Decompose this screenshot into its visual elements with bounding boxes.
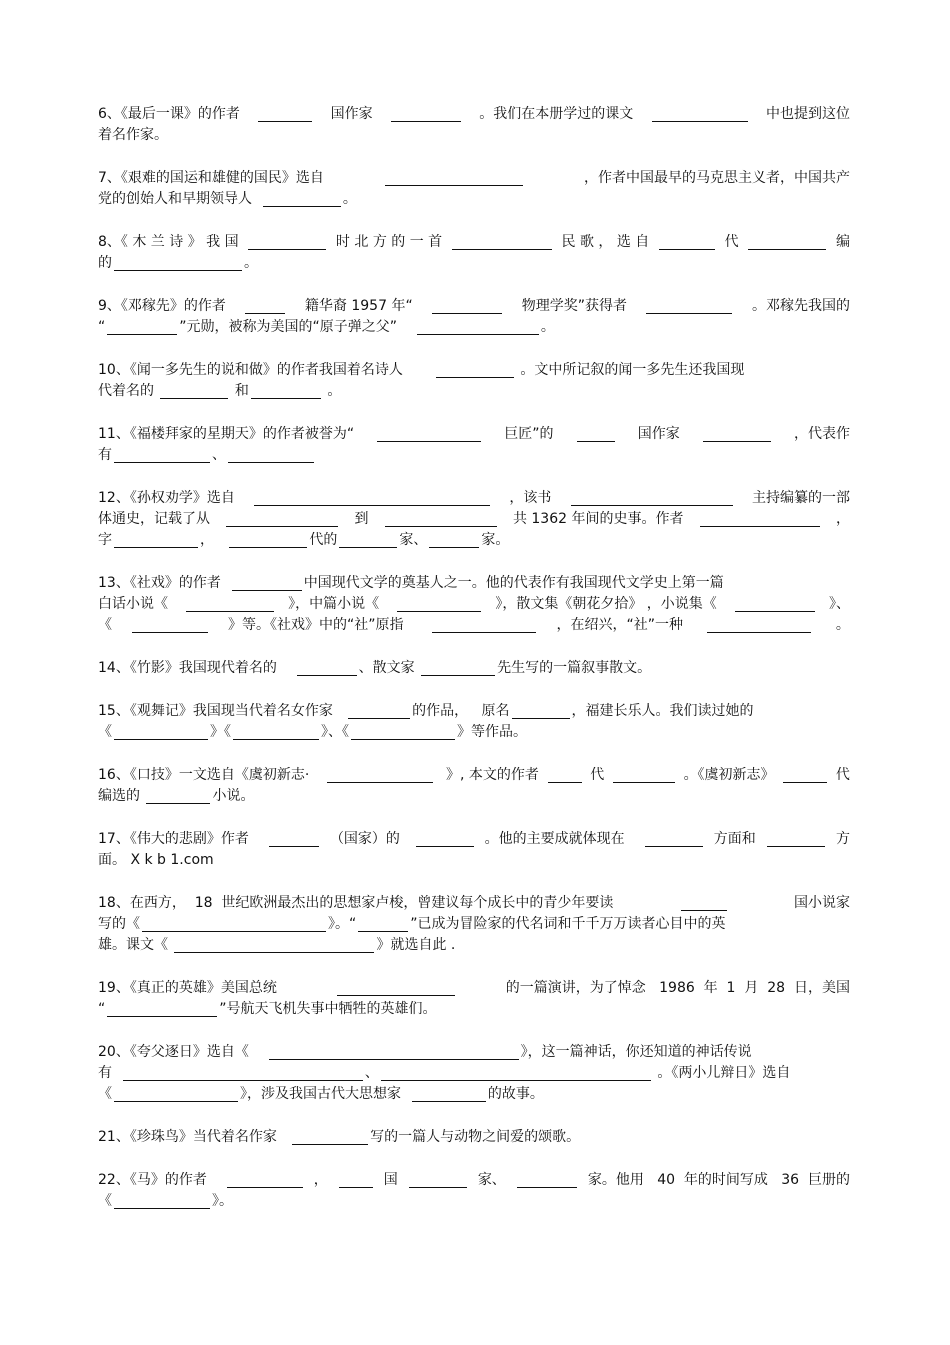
answer-blank[interactable] — [227, 1172, 303, 1188]
question-line — [98, 615, 850, 636]
question-text: 主持编纂的一部 — [751, 490, 850, 506]
question-text: 代的 — [309, 532, 338, 548]
answer-blank[interactable] — [258, 106, 312, 122]
question-text: 。文中所记叙的闻一多先生还我国现 — [515, 362, 745, 378]
answer-blank[interactable] — [263, 191, 341, 207]
question-text: 》, 本文的作者 — [441, 767, 539, 783]
question-text: 的 — [98, 255, 112, 271]
answer-blank[interactable] — [269, 1044, 519, 1060]
answer-blank[interactable] — [132, 617, 208, 633]
answer-blank[interactable] — [512, 703, 570, 719]
question-line — [98, 1084, 850, 1105]
answer-blank[interactable] — [228, 447, 314, 463]
question-text: ，作者中国最早的马克思主义者，中国共产 — [584, 170, 850, 186]
answer-blank[interactable] — [114, 447, 210, 463]
question-text: ，在绍兴，“社”一种 — [556, 617, 688, 633]
answer-blank[interactable] — [432, 298, 502, 314]
worksheet-page — [98, 104, 850, 1234]
question-text: 14、《竹影》我国现代着名的 — [98, 660, 295, 676]
question-text: 》，这一篇神话，你还知道的神话传说 — [520, 1044, 752, 1060]
answer-blank[interactable] — [142, 916, 326, 932]
question-line — [98, 317, 850, 338]
question-line — [98, 701, 850, 722]
question-text: 》等。《社戏》中的“社”原指 — [228, 617, 413, 633]
question-text: 编选的 — [98, 788, 145, 804]
answer-blank[interactable] — [146, 788, 210, 804]
answer-blank[interactable] — [339, 1172, 373, 1188]
question-line — [98, 594, 850, 615]
question-line — [98, 1042, 850, 1063]
question-text: 》。“ — [328, 916, 357, 932]
answer-blank[interactable] — [681, 895, 727, 911]
answer-blank[interactable] — [251, 383, 321, 399]
question-text: 写的一篇人与动物之间爱的颂歌。 — [370, 1129, 581, 1145]
answer-blank[interactable] — [645, 831, 703, 847]
answer-blank[interactable] — [348, 703, 410, 719]
question-text: 国小说家 — [794, 895, 850, 911]
answer-blank[interactable] — [358, 916, 408, 932]
answer-blank[interactable] — [107, 319, 177, 335]
question-line — [98, 445, 850, 466]
answer-blank[interactable] — [397, 596, 481, 612]
answer-blank[interactable] — [107, 1001, 217, 1017]
question-text: 16、《口技》一文选自《虞初新志· — [98, 767, 319, 783]
question-text: 《 — [98, 617, 112, 633]
question-text: 写的《 — [98, 916, 140, 932]
answer-blank[interactable] — [232, 575, 302, 591]
question-text: ，福建长乐人。我们读过她的 — [571, 703, 754, 719]
question-text: 国作家 — [637, 426, 680, 442]
question-line — [98, 1191, 850, 1212]
question-text: 中也提到这位 — [765, 106, 850, 122]
question-line — [98, 488, 850, 509]
question-q8 — [98, 232, 850, 274]
question-text: 面。 X k b 1.com — [98, 852, 214, 868]
answer-blank[interactable] — [385, 511, 497, 527]
question-q13 — [98, 573, 850, 636]
question-q18 — [98, 893, 850, 956]
question-text: 雄。课文《 — [98, 937, 173, 953]
question-q15 — [98, 701, 850, 743]
question-text: 中国现代文学的奠基人之一。他的代表作有我国现代文学史上第一篇 — [303, 575, 724, 591]
question-line — [98, 829, 850, 850]
answer-blank[interactable] — [703, 426, 771, 442]
answer-blank[interactable] — [233, 724, 319, 740]
question-text: 》、 — [828, 596, 850, 612]
question-q12 — [98, 488, 850, 551]
answer-blank[interactable] — [337, 980, 455, 996]
question-text: 方面和 — [713, 831, 756, 847]
question-text: 7、《艰难的国运和雄健的国民》选自 — [98, 170, 324, 186]
question-text: 的作品， 原名 — [412, 703, 510, 719]
question-text: 《 — [98, 1193, 112, 1209]
question-text: 17、《伟大的悲剧》作者 — [98, 831, 258, 847]
answer-blank[interactable] — [229, 532, 307, 548]
question-text: 代 — [590, 767, 605, 783]
question-line — [98, 1127, 850, 1148]
question-q21 — [98, 1127, 850, 1148]
question-text: 白话小说《 — [98, 596, 173, 612]
answer-blank[interactable] — [432, 617, 536, 633]
answer-blank[interactable] — [269, 831, 319, 847]
question-text: 着名作家。 — [98, 127, 168, 143]
question-text: 民 歌 ， 选 自 — [561, 234, 650, 250]
question-text: 代 — [835, 767, 850, 783]
answer-blank[interactable] — [409, 1172, 467, 1188]
question-line — [98, 573, 850, 594]
answer-blank[interactable] — [114, 255, 242, 271]
answer-blank[interactable] — [748, 234, 826, 250]
question-text: “ — [98, 1001, 106, 1017]
question-text: 。《两小儿辩日》选自 — [652, 1065, 791, 1081]
question-text: 代 — [724, 234, 739, 250]
answer-blank[interactable] — [114, 724, 208, 740]
answer-blank[interactable] — [613, 767, 675, 783]
question-q10 — [98, 360, 850, 402]
answer-blank[interactable] — [735, 596, 815, 612]
question-text: 编 — [835, 234, 850, 250]
answer-blank[interactable] — [114, 1193, 210, 1209]
question-text: ， — [313, 1172, 328, 1188]
question-text: 先生写的一篇叙事散文。 — [497, 660, 652, 676]
answer-blank[interactable] — [391, 106, 461, 122]
question-line — [98, 978, 850, 999]
question-text: 。邓稼先我国的 — [751, 298, 850, 314]
question-text: 、 — [212, 447, 226, 463]
answer-blank[interactable] — [248, 234, 326, 250]
question-line — [98, 509, 850, 530]
question-text: 21、《珍珠鸟》当代着名作家 — [98, 1129, 291, 1145]
question-text: 的一篇演讲，为了悼念 1986 年 1 月 28 日，美国 — [505, 980, 850, 996]
answer-blank[interactable] — [416, 831, 474, 847]
question-line — [98, 786, 850, 807]
question-text: 》，散文集《朝花夕拾》 ，小说集《 — [495, 596, 722, 612]
question-line — [98, 125, 850, 146]
question-text: 12、《孙权劝学》选自 — [98, 490, 235, 506]
question-q9 — [98, 296, 850, 338]
question-line — [98, 104, 850, 125]
question-q22 — [98, 1170, 850, 1212]
question-line — [98, 658, 850, 679]
answer-blank[interactable] — [254, 490, 490, 506]
answer-blank[interactable] — [385, 170, 523, 186]
question-q7 — [98, 168, 850, 210]
question-text: 》等作品。 — [457, 724, 527, 740]
question-text: ，代表作 — [794, 426, 850, 442]
question-text: 党的创始人和早期领导人 — [98, 191, 261, 207]
question-text: 20、《夸父逐日》选自《 — [98, 1044, 267, 1060]
question-text: 。《虞初新志》 — [683, 767, 775, 783]
question-text: 《 — [98, 724, 112, 740]
answer-blank[interactable] — [327, 767, 433, 783]
question-text: （国家）的 — [329, 831, 405, 847]
question-text: 有 — [98, 447, 112, 463]
question-text: 》，中篇小说《 — [288, 596, 384, 612]
answer-blank[interactable] — [245, 298, 285, 314]
question-text: 共 1362 年间的史事。作者 — [512, 511, 684, 527]
answer-blank[interactable] — [646, 298, 732, 314]
question-text: 到 — [354, 511, 369, 527]
answer-blank[interactable] — [174, 937, 374, 953]
question-text: 。他的主要成就体现在 — [484, 831, 634, 847]
answer-blank[interactable] — [517, 1172, 577, 1188]
answer-blank[interactable] — [292, 1129, 368, 1145]
answer-blank[interactable] — [297, 660, 357, 676]
answer-blank[interactable] — [548, 767, 582, 783]
question-line — [98, 253, 850, 274]
question-text: 。 — [244, 255, 258, 271]
answer-blank[interactable] — [114, 1086, 238, 1102]
answer-blank[interactable] — [114, 532, 198, 548]
question-text: 物理学奖”获得者 — [521, 298, 627, 314]
question-line — [98, 189, 850, 210]
question-line — [98, 1063, 850, 1084]
question-text: 10、《闻一多先生的说和做》的作者我国着名诗人 — [98, 362, 434, 378]
answer-blank[interactable] — [767, 831, 825, 847]
answer-blank[interactable] — [571, 490, 733, 506]
answer-blank[interactable] — [421, 660, 495, 676]
answer-blank[interactable] — [412, 1086, 486, 1102]
answer-blank[interactable] — [123, 1065, 363, 1081]
question-text: 家、 — [477, 1172, 506, 1188]
question-line — [98, 722, 850, 743]
question-text: 《 — [98, 1086, 112, 1102]
answer-blank[interactable] — [436, 362, 514, 378]
answer-blank[interactable] — [452, 234, 552, 250]
question-text: 小说。 — [212, 788, 255, 804]
answer-blank[interactable] — [783, 767, 827, 783]
answer-blank[interactable] — [577, 426, 615, 442]
answer-blank[interactable] — [339, 532, 397, 548]
question-line — [98, 935, 850, 956]
question-q19 — [98, 978, 850, 1020]
question-line — [98, 530, 850, 551]
question-text: 家。 — [481, 532, 510, 548]
answer-blank[interactable] — [707, 617, 811, 633]
question-text: 。 — [831, 617, 850, 633]
question-text: 国作家 — [330, 106, 373, 122]
question-line — [98, 381, 850, 402]
answer-blank[interactable] — [160, 383, 228, 399]
question-text: ， — [200, 532, 228, 548]
question-text: 13、《社戏》的作者 — [98, 575, 230, 591]
answer-blank[interactable] — [226, 511, 338, 527]
question-q6 — [98, 104, 850, 146]
question-text: 》就选自此 . — [376, 937, 456, 953]
question-q17 — [98, 829, 850, 871]
answer-blank[interactable] — [186, 596, 274, 612]
question-text: 15、《观舞记》我国现当代着名女作家 — [98, 703, 347, 719]
question-line — [98, 232, 850, 253]
question-text: 体通史，记载了从 — [98, 511, 210, 527]
question-text: 》《 — [210, 724, 231, 740]
question-text: 。 — [342, 191, 357, 207]
question-text: 》、《 — [321, 724, 349, 740]
question-text: 9、《邓稼先》的作者 — [98, 298, 226, 314]
question-text: 国 — [383, 1172, 398, 1188]
answer-blank[interactable] — [417, 319, 539, 335]
question-line — [98, 168, 850, 189]
question-text: 家。他用 40 年的时间写成 36 巨册的 — [587, 1172, 850, 1188]
question-q14 — [98, 658, 850, 679]
question-text: “ — [98, 319, 106, 335]
question-text: ”元勋，被称为美国的“原子弹之父” — [179, 319, 415, 335]
question-text: 。 — [322, 383, 342, 399]
question-q16 — [98, 765, 850, 807]
question-line — [98, 999, 850, 1020]
question-text: 、 — [364, 1065, 379, 1081]
question-text: 11、《福楼拜家的星期天》的作者被誉为“ — [98, 426, 355, 442]
question-text: 代着名的 — [98, 383, 159, 399]
question-text: 6、《最后一课》的作者 — [98, 106, 240, 122]
answer-blank[interactable] — [652, 106, 748, 122]
question-text: 籍华裔 1957 年“ — [304, 298, 413, 314]
question-line — [98, 296, 850, 317]
question-text: ， — [835, 511, 850, 527]
question-text: 方 — [835, 831, 850, 847]
answer-blank[interactable] — [351, 724, 455, 740]
question-text: 8、《 木 兰 诗 》 我 国 — [98, 234, 239, 250]
question-line — [98, 765, 850, 786]
question-text: 、散文家 — [358, 660, 420, 676]
question-text: 和 — [230, 383, 249, 399]
question-text: 。 — [540, 319, 555, 335]
question-line — [98, 360, 850, 381]
question-text: 19、《真正的英雄》美国总统 — [98, 980, 286, 996]
question-text: 时 北 方 的 一 首 — [335, 234, 443, 250]
question-text: ，该书 — [509, 490, 552, 506]
question-q11 — [98, 424, 850, 466]
question-text: 巨匠”的 — [504, 426, 554, 442]
question-line — [98, 893, 850, 914]
answer-blank[interactable] — [429, 532, 479, 548]
question-text: ”已成为冒险家的代名词和千千万万读者心目中的英 — [410, 916, 726, 932]
question-text: 家、 — [399, 532, 428, 548]
question-text: 字 — [98, 532, 112, 548]
question-text: 。我们在本册学过的课文 — [479, 106, 634, 122]
question-line — [98, 914, 850, 935]
answer-blank[interactable] — [377, 426, 481, 442]
question-line — [98, 850, 850, 871]
question-text: 》，涉及我国古代大思想家 — [240, 1086, 410, 1102]
answer-blank[interactable] — [659, 234, 715, 250]
question-text: ”号航天飞机失事中牺牲的英雄们。 — [219, 1001, 437, 1017]
answer-blank[interactable] — [700, 511, 820, 527]
question-text: 的故事。 — [487, 1086, 544, 1102]
question-line — [98, 1170, 850, 1191]
question-text: 有 — [98, 1065, 121, 1081]
question-q20 — [98, 1042, 850, 1105]
question-text: 22、《马》的作者 — [98, 1172, 216, 1188]
question-line — [98, 424, 850, 445]
question-text: 》。 — [212, 1193, 233, 1209]
question-text: 18、在西方， 18 世纪欧洲最杰出的思想家卢梭，曾建议每个成长中的青少年要读 — [98, 895, 614, 911]
answer-blank[interactable] — [381, 1065, 651, 1081]
